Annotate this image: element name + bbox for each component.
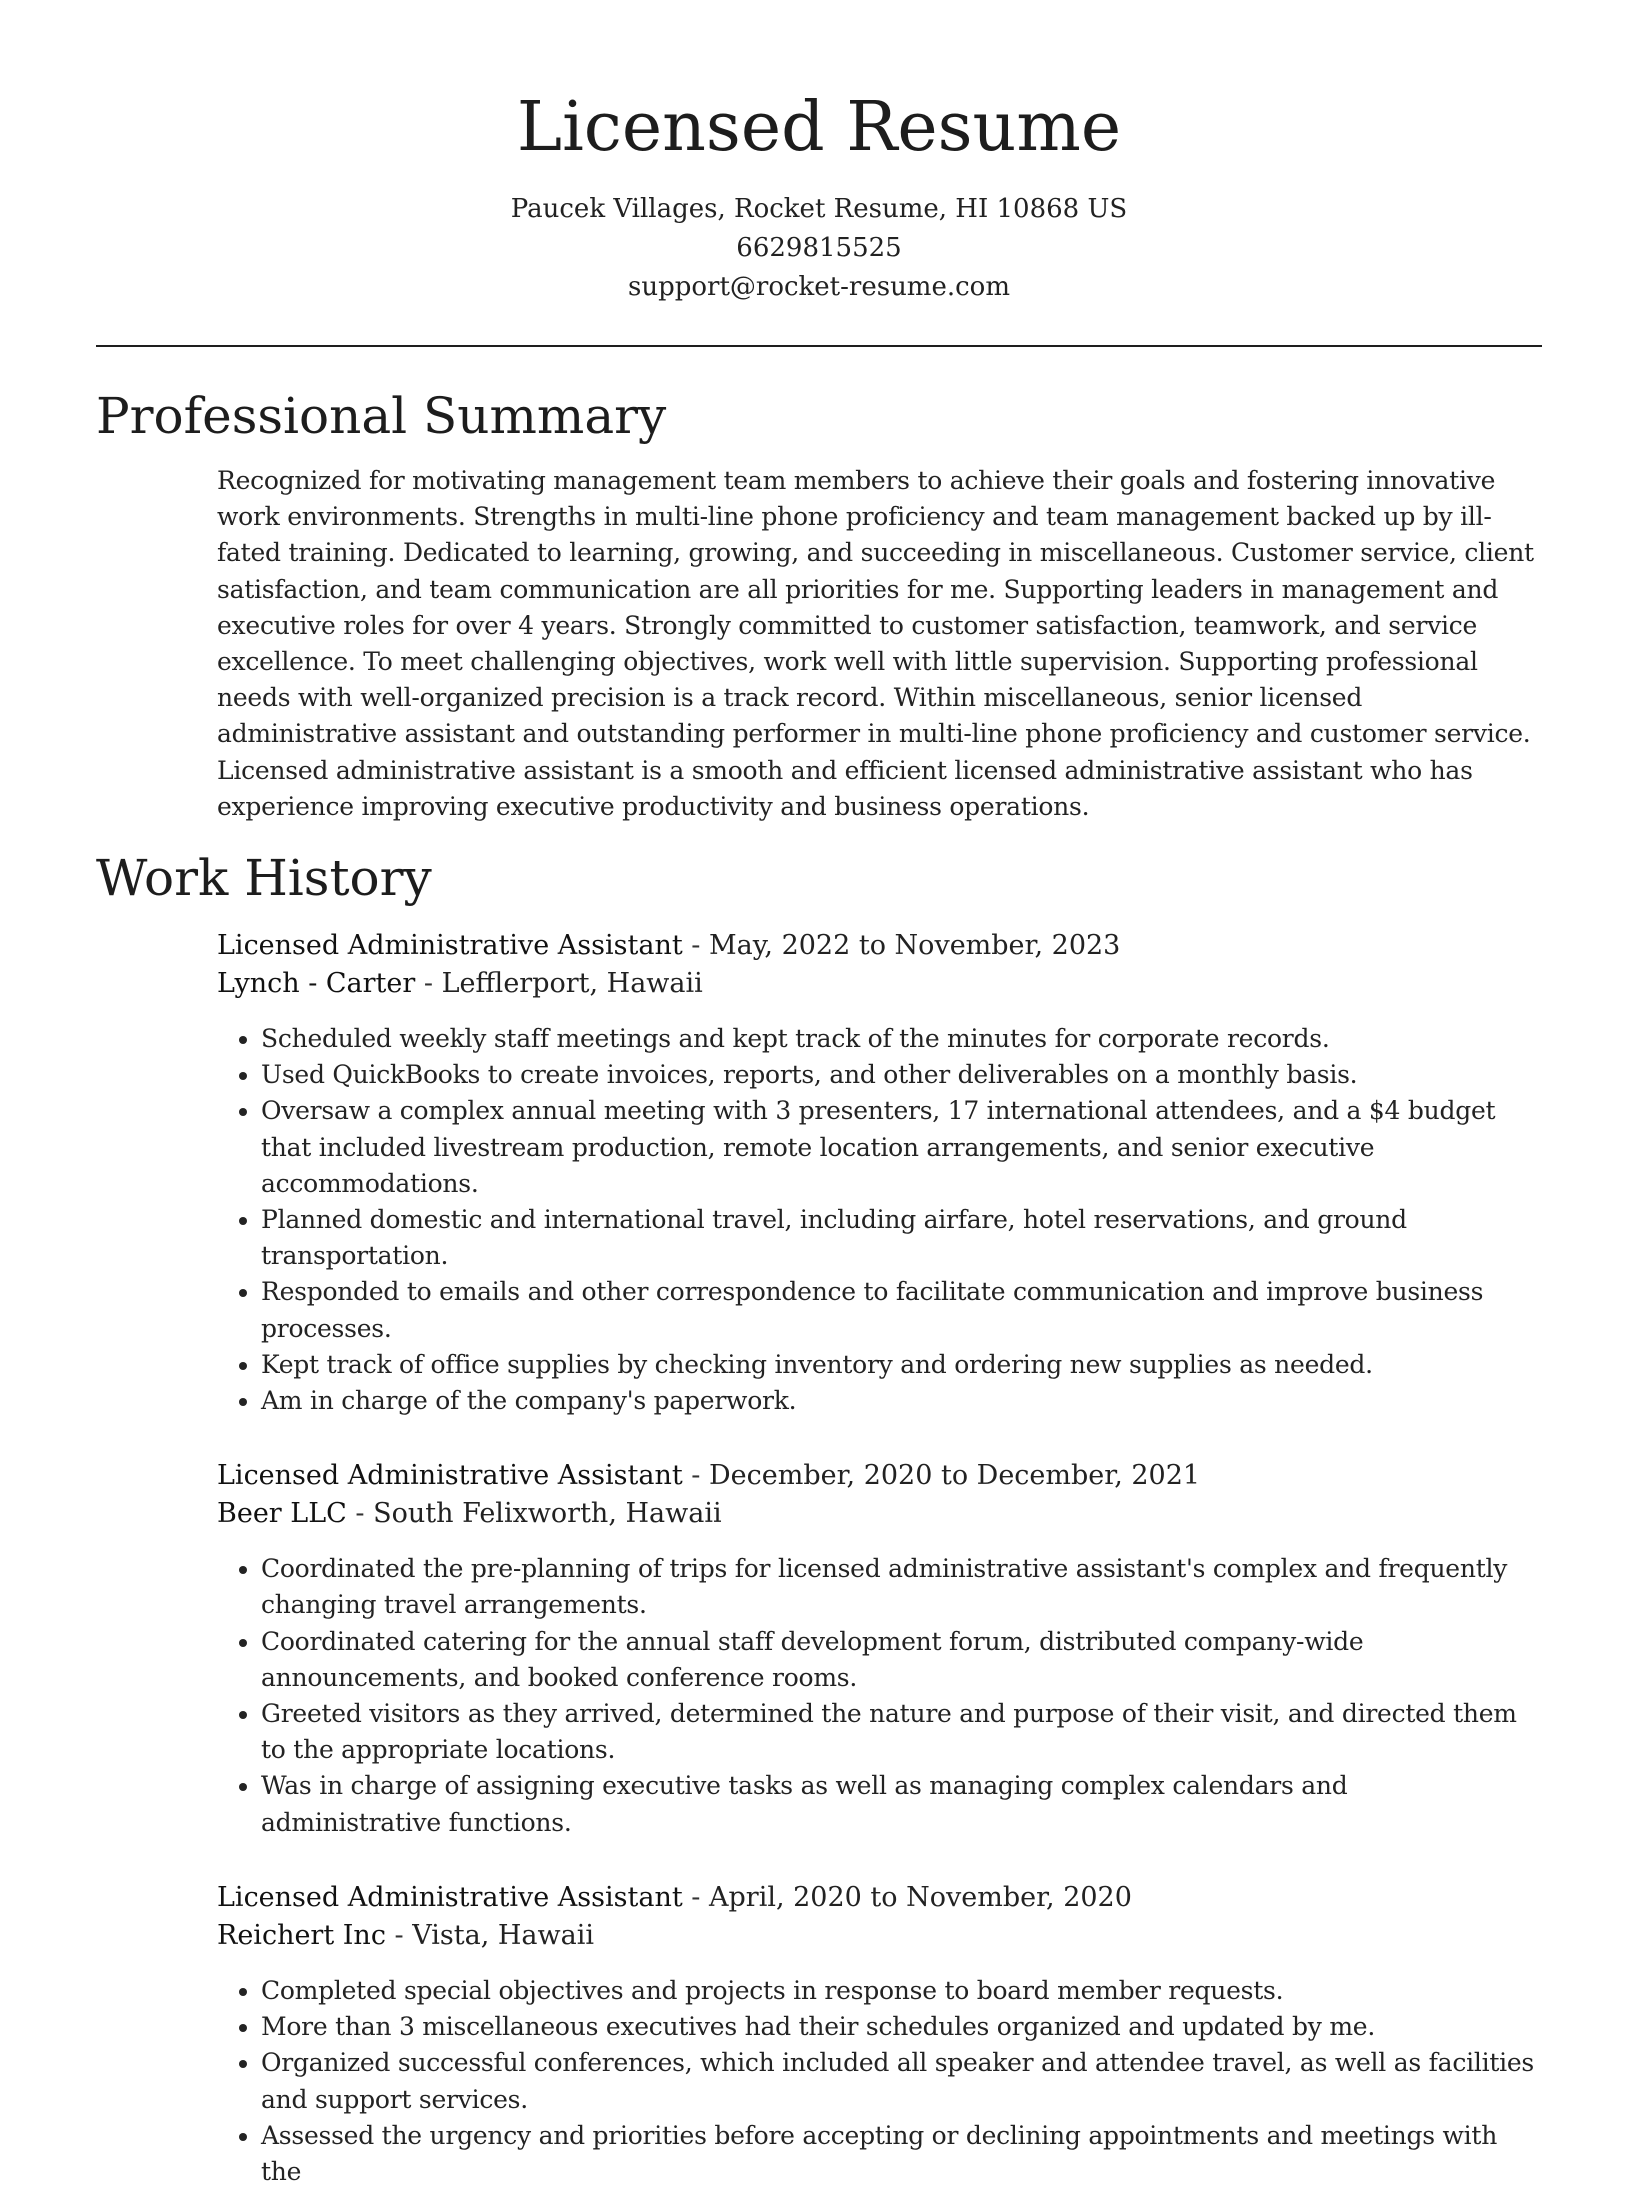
job-title-line: Licensed Administrative Assistant - December, 2020 to December, 2021 (217, 1460, 1201, 1492)
list-item: • Was in charge of assigning executive tasks as well as managing complex calendars and administrative functions. (261, 1768, 1534, 1840)
list-item: • Coordinated catering for the annual staff development forum, distributed company-wide announcements, and booked conference rooms. (261, 1624, 1534, 1696)
job-duties-list (217, 1551, 1534, 1841)
list-item: • Completed special objectives and projects in response to board member requests. (261, 1973, 1534, 2009)
list-item: • Responded to emails and other correspondence to facilitate communication and improve business processes. (261, 1274, 1534, 1346)
work-history-heading: Work History (96, 849, 432, 908)
list-item: • Used QuickBooks to create invoices, reports, and other deliverables on a monthly basis. (261, 1057, 1534, 1093)
list-item: • Assessed the urgency and priorities before accepting or declining appointments and meetings with the (261, 2118, 1534, 2190)
job-company: Beer LLC (217, 1498, 347, 1530)
list-item: • Coordinated the pre-planning of trips for licensed administrative assistant's complex and frequently changing travel arrangements. (261, 1551, 1534, 1623)
candidate-name: Licensed Resume (516, 88, 1122, 167)
list-item: • Oversaw a complex annual meeting with 3 presenters, 17 international attendees, and a $4 budget that included livestream production, remote location arrangements, and senior executive accommodations. (261, 1093, 1534, 1202)
summary-heading: Professional Summary (96, 387, 667, 445)
job-company: Reichert Inc (217, 1919, 386, 1951)
resume-page (96, 0, 1542, 2186)
list-item: • Greeted visitors as they arrived, determined the nature and purpose of their visit, and directed them to the appropriate locations. (261, 1696, 1534, 1768)
job-location: Vista, Hawaii (412, 1919, 594, 1951)
job-dates: April, 2020 to November, 2020 (709, 1881, 1132, 1913)
job-duties-list (217, 1021, 1534, 1419)
work-history-section (96, 847, 1542, 2190)
list-item: • More than 3 miscellaneous executives had their schedules organized and updated by me. (261, 2009, 1534, 2045)
job-duties-list (217, 1973, 1534, 2190)
summary-section (96, 385, 1542, 825)
job-location: South Felixworth, Hawaii (373, 1498, 722, 1530)
job-title: Licensed Administrative Assistant (217, 930, 683, 962)
job-dates: December, 2020 to December, 2021 (709, 1460, 1201, 1492)
contact-phone: 6629815525 (736, 233, 902, 263)
job-company-line: Lynch - Carter - Lefflerport, Hawaii (217, 968, 703, 1000)
job-title-line: Licensed Administrative Assistant - April, 2020 to November, 2020 (217, 1881, 1132, 1913)
list-item: • Organized successful conferences, which included all speaker and attendee travel, as well as facilities and support services. (261, 2045, 1534, 2117)
job-entry (217, 1457, 1534, 1841)
job-title: Licensed Administrative Assistant (217, 1881, 683, 1913)
job-company-line: Reichert Inc - Vista, Hawaii (217, 1919, 594, 1951)
list-item: • Planned domestic and international travel, including airfare, hotel reservations, and ground transportation. (261, 1202, 1534, 1274)
job-entry (217, 1879, 1534, 2190)
job-entry (217, 927, 1534, 1419)
job-company: Lynch - Carter (217, 968, 416, 1000)
header-divider (96, 345, 1542, 347)
summary-text: Recognized for motivating management team members to achieve their goals and fostering innovative work environments. Strengths in multi-line phone proficiency and team management backed up by ill-fated training. Dedicated to learning, growing, and succeeding in miscellaneous. Customer service, client satisfaction, and team communication are all priorities for me. Supporting leaders in management and executive roles for over 4 years. Strongly committed to customer satisfaction, teamwork, and service excellence. To meet challenging objectives, work well with little supervision. Supporting professional needs with well-organized precision is a track record. Within miscellaneous, senior licensed administrative assistant and outstanding performer in multi-line phone proficiency and customer service. Licensed administrative assistant is a smooth and efficient licensed administrative assistant who has experience improving executive productivity and business operations. (217, 466, 1534, 821)
list-item: • Scheduled weekly staff meetings and kept track of the minutes for corporate records. (261, 1021, 1534, 1057)
contact-email: support@rocket-resume.com (627, 272, 1010, 302)
resume-header (96, 0, 1542, 307)
job-company-line: Beer LLC - South Felixworth, Hawaii (217, 1498, 722, 1530)
contact-block (96, 190, 1542, 307)
job-dates: May, 2022 to November, 2023 (709, 930, 1121, 962)
contact-address: Paucek Villages, Rocket Resume, HI 10868 US (510, 194, 1128, 224)
job-title: Licensed Administrative Assistant (217, 1460, 683, 1492)
list-item: • Kept track of office supplies by checking inventory and ordering new supplies as needed. (261, 1347, 1534, 1383)
list-item: • Am in charge of the company's paperwork. (261, 1383, 1534, 1419)
job-location: Lefflerport, Hawaii (441, 968, 703, 1000)
job-title-line: Licensed Administrative Assistant - May, 2022 to November, 2023 (217, 930, 1121, 962)
